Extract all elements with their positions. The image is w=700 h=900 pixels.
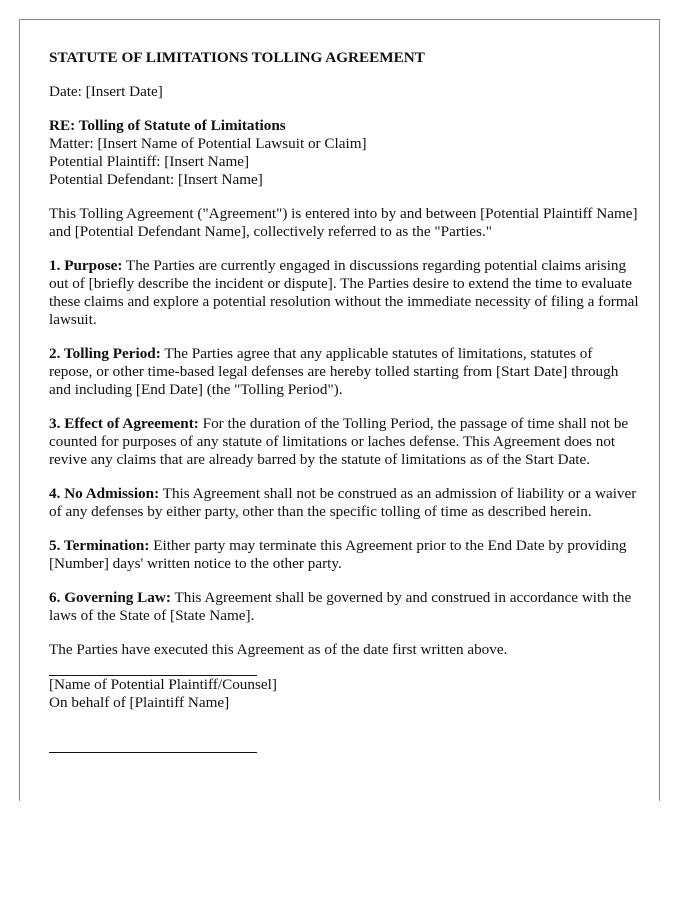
document-content bbox=[49, 49, 639, 753]
plaintiff-signature-block bbox=[49, 675, 639, 712]
section-termination bbox=[49, 537, 639, 573]
section-heading: 3. Effect of Agreement: bbox=[49, 415, 199, 432]
section-tolling-period bbox=[49, 345, 639, 399]
section-text: The Parties are currently engaged in discussions regarding potential claims arising out of [briefly describe the incident or dispute]. The Parties desire to extend the time to evaluate these claims and explore a potential resolution without the immediate necessity of filing a formal lawsuit. bbox=[49, 257, 639, 328]
section-purpose bbox=[49, 257, 639, 329]
section-no-admission bbox=[49, 485, 639, 521]
re-defendant: Potential Defendant: [Insert Name] bbox=[49, 171, 263, 188]
section-heading: 6. Governing Law: bbox=[49, 589, 171, 606]
re-matter: Matter: [Insert Name of Potential Lawsuit or Claim] bbox=[49, 135, 367, 152]
date-line: Date: [Insert Date] bbox=[49, 83, 163, 100]
section-heading: 4. No Admission: bbox=[49, 485, 160, 502]
section-text: For the duration of the Tolling Period, the passage of time shall not be counted for purposes of any statute of limitations or laches defense. This Agreement does not revive any claims that are already barred by the statute of limitations as of the Start Date. bbox=[49, 415, 629, 468]
section-text: This Agreement shall be governed by and construed in accordance with the laws of the State of [State Name]. bbox=[49, 589, 632, 624]
section-effect bbox=[49, 415, 639, 469]
re-plaintiff: Potential Plaintiff: [Insert Name] bbox=[49, 153, 250, 170]
closing-paragraph: The Parties have executed this Agreement as of the date first written above. bbox=[49, 641, 508, 658]
re-heading: RE: Tolling of Statute of Limitations bbox=[49, 117, 286, 134]
re-block bbox=[49, 117, 639, 189]
section-text: This Agreement shall not be construed as an admission of liability or a waiver of any defenses by either party, other than the specific tolling of time as described herein. bbox=[49, 485, 637, 520]
section-heading: 5. Termination: bbox=[49, 537, 150, 554]
intro-paragraph: This Tolling Agreement ("Agreement") is entered into by and between [Potential Plaintiff Name] and [Potential Defendant Name], collectively referred to as the "Parties." bbox=[49, 205, 638, 240]
defendant-signature-line bbox=[49, 752, 257, 753]
section-heading: 1. Purpose: bbox=[49, 257, 123, 274]
section-governing-law bbox=[49, 589, 639, 625]
section-heading: 2. Tolling Period: bbox=[49, 345, 161, 362]
section-text: Either party may terminate this Agreement prior to the End Date by providing [Number] days' written notice to the other party. bbox=[49, 537, 627, 572]
document-title: STATUTE OF LIMITATIONS TOLLING AGREEMENT bbox=[49, 49, 425, 66]
section-text: The Parties agree that any applicable statutes of limitations, statutes of repose, or other time-based legal defenses are hereby tolled starting from [Start Date] through and including [End Date] (the "Tolling Period"). bbox=[49, 345, 619, 398]
plaintiff-signature-name: [Name of Potential Plaintiff/Counsel] bbox=[49, 676, 277, 693]
plaintiff-signature-behalf: On behalf of [Plaintiff Name] bbox=[49, 694, 230, 711]
document-page bbox=[19, 19, 660, 801]
